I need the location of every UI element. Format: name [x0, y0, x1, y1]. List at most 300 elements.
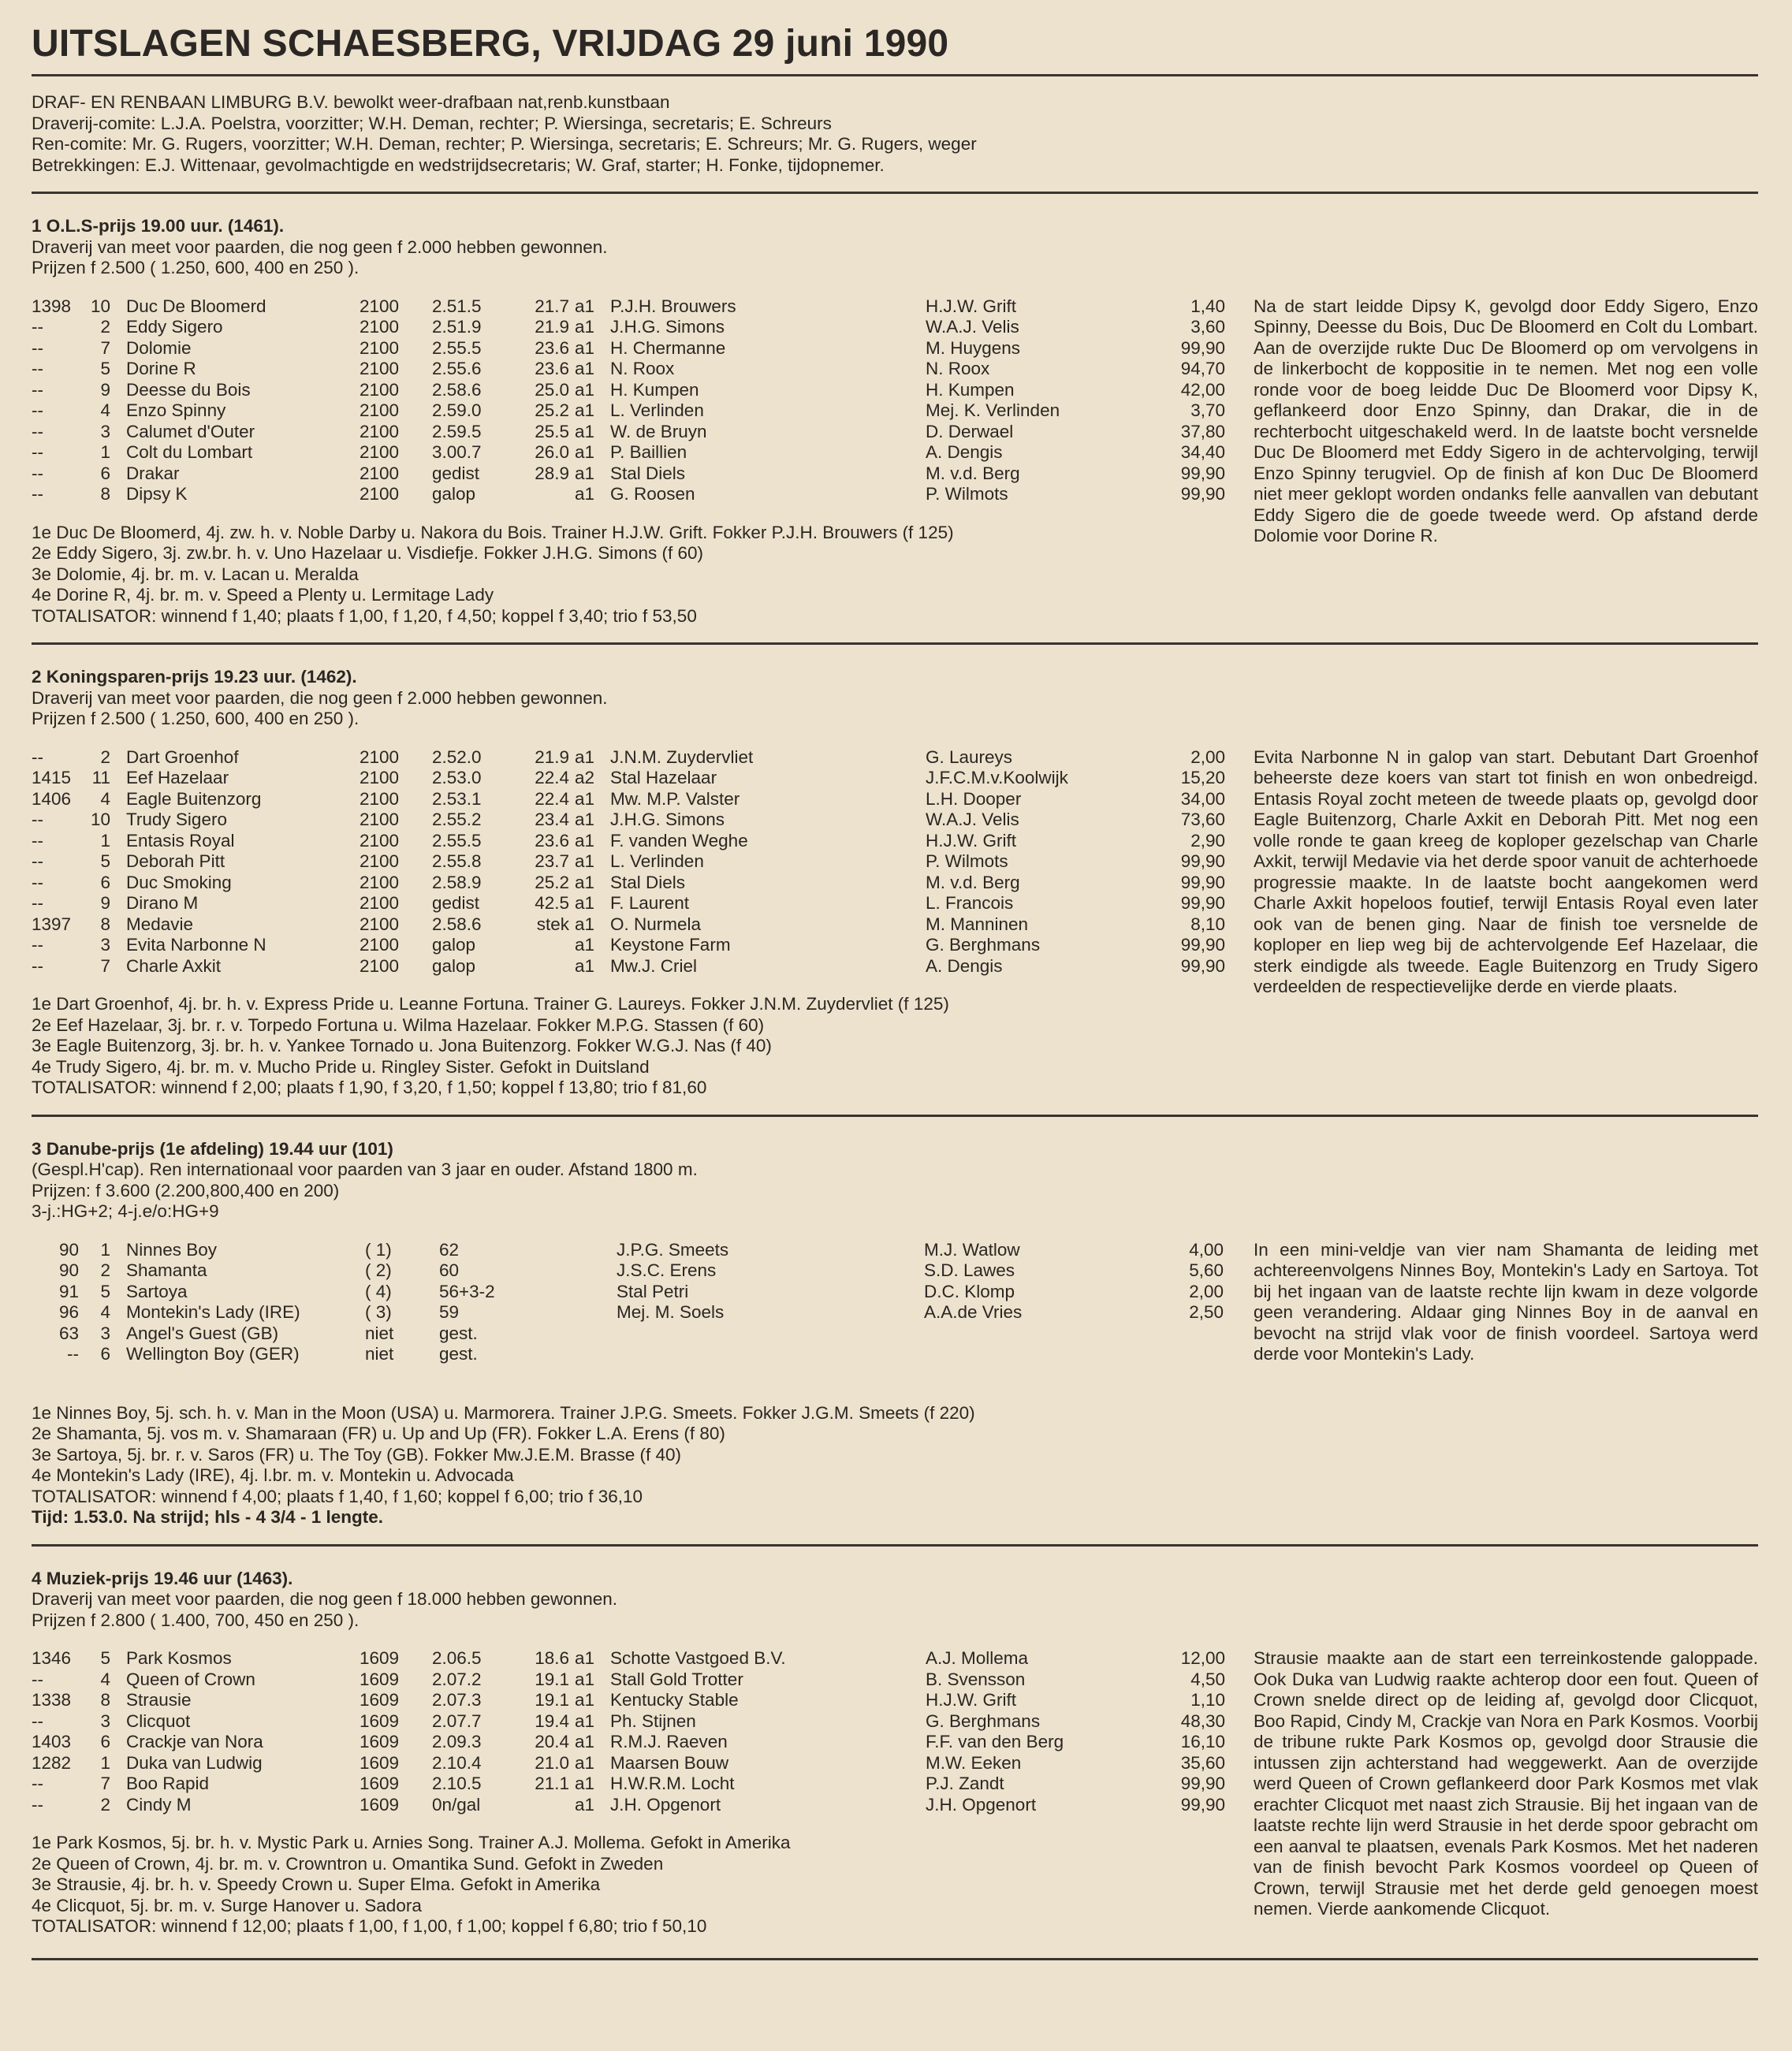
placing-line: 2e Shamanta, 5j. vos m. v. Shamaraan (FR) u. Up and Up (FR). Fokker L.A. Erens (f 80) [32, 1424, 725, 1443]
result-row [32, 359, 1225, 380]
race-section-1 [32, 216, 1758, 627]
owner: Stal Hazelaar [610, 768, 717, 787]
race-time: 2.06.5 [432, 1648, 482, 1668]
odds: 12,00 [1180, 1648, 1225, 1668]
race-time: gedist [432, 893, 480, 913]
km-time: 25.2 [535, 872, 569, 892]
start-number: 3 [100, 1323, 110, 1343]
owner: Ph. Stijnen [610, 1710, 696, 1731]
placing-line: 1e Park Kosmos, 5j. br. h. v. Mystic Park u. Arnies Song. Trainer A.J. Mollema. Gefokt in Amerika [32, 1833, 791, 1852]
distance: 1609 [360, 1732, 400, 1751]
result-row [32, 1795, 1225, 1816]
km-time: 23.4 [535, 810, 569, 829]
class: a1 [575, 1710, 595, 1731]
owner: Mej. M. Soels [617, 1302, 725, 1322]
race-section-4 [32, 1569, 1758, 1937]
odds: 99,90 [1180, 1794, 1225, 1815]
driver: G. Berghmans [926, 1710, 1041, 1731]
prev-number: -- [32, 317, 43, 337]
km-time: 21.0 [535, 1752, 569, 1773]
owner: P.J.H. Brouwers [610, 296, 736, 316]
race-title: 1 O.L.S-prijs 19.00 uur. (1461). [32, 216, 285, 236]
jockey: S.D. Lawes [924, 1260, 1015, 1280]
results-table [32, 1648, 1225, 1815]
race-time: 2.51.9 [432, 317, 482, 337]
distance: 1609 [360, 1752, 400, 1773]
result-row [32, 1711, 1225, 1733]
result-row [32, 1732, 1225, 1753]
horse-name: Crackje van Nora [126, 1732, 263, 1751]
class: a1 [575, 359, 595, 378]
owner [617, 1323, 924, 1345]
class: a1 [575, 1774, 595, 1793]
driver: P. Wilmots [926, 484, 1008, 504]
prev-number: 1346 [32, 1648, 72, 1668]
start-number: 2 [100, 746, 110, 767]
owner: H. Kumpen [610, 379, 699, 400]
driver: H.J.W. Grift [926, 1690, 1016, 1710]
odds: 2,00 [1190, 746, 1225, 767]
km-time: 23.6 [535, 337, 569, 358]
race-prizes: Prijzen f 2.500 ( 1.250, 600, 400 en 250 ). [32, 258, 360, 277]
start-number: 1 [100, 1752, 110, 1773]
class: a1 [575, 421, 595, 441]
result-row [32, 422, 1225, 443]
km-time: 23.6 [535, 359, 569, 378]
race-time: galop [432, 935, 476, 955]
race-details [32, 523, 1214, 627]
horse-name: Trudy Sigero [126, 810, 227, 829]
prev-number: -- [32, 810, 43, 829]
start-number: 5 [100, 1648, 110, 1668]
class: a1 [575, 788, 595, 809]
race-report: Evita Narbonne N in galop van start. Debutant Dart Groenhof beheerste deze koers van start tot finish en won onbedreigd. Entasis Royal zocht meteen de tweede plaats op, gevolgd door Eagle Buitenzorg, Charle Axkit en Deborah Pitt. Met nog een volle ronde te gaan kreeg de koploper gezelschap van Charle Axkit, terwijl Medavie via het derde spoor vanuit de achterhoede progressie maakte. In de laatste bocht aangekomen werd Charle Axkit hopeloos foutief, terwijl Entasis Royal even later ook van de benen ging. Naar de finish toe versnelde de koploper en liep weg bij de achtervolgende Eef Hazelaar, die sterk eindigde als tweede. Eagle Buitenzorg en Trudy Sigero verdeelden de respectievelijke derde en vierde plaats. [1254, 746, 1758, 996]
odds: 15,20 [1180, 768, 1225, 787]
distance: 1609 [360, 1710, 400, 1731]
start-number: 3 [100, 935, 110, 955]
distance: 2100 [360, 810, 400, 829]
placing-line: 1e Dart Groenhof, 4j. br. h. v. Express Pride u. Leanne Fortuna. Trainer G. Laureys. Fokker J.N.M. Zuydervliet (f 125) [32, 994, 949, 1014]
results-table [32, 1240, 1224, 1365]
owner: N. Roox [610, 359, 675, 378]
odds: 99,90 [1180, 337, 1225, 358]
odds: 1,40 [1190, 296, 1225, 316]
owner: G. Roosen [610, 484, 695, 504]
horse-name: Dorine R [126, 359, 196, 378]
distance: 2100 [360, 400, 400, 420]
race-time: 0n/gal [432, 1794, 481, 1815]
result-row [32, 893, 1225, 914]
horse-name: Ninnes Boy [126, 1239, 218, 1260]
driver: G. Laureys [926, 746, 1013, 767]
start-number: 4 [100, 1302, 110, 1322]
divider [32, 1958, 1758, 1960]
driver: W.A.J. Velis [926, 810, 1019, 829]
prev-number: -- [32, 955, 43, 976]
owner: L. Verlinden [610, 400, 704, 420]
odds: 99,90 [1180, 851, 1225, 871]
driver: Mej. K. Verlinden [926, 400, 1060, 420]
race-prizes: Prijzen: f 3.600 (2.200,800,400 en 200) [32, 1180, 340, 1200]
race-time: 3.00.7 [432, 442, 482, 462]
result-row [32, 484, 1225, 505]
horse-name: Dart Groenhof [126, 746, 239, 767]
start-number: 8 [100, 484, 110, 504]
start-number: 9 [100, 379, 110, 400]
owner: J.H. Opgenort [610, 1794, 721, 1815]
result-row [32, 851, 1225, 873]
driver: A.J. Mollema [926, 1648, 1029, 1668]
odds: 42,00 [1180, 379, 1225, 400]
prev-number: -- [32, 746, 43, 767]
horse-name: Boo Rapid [126, 1774, 210, 1793]
km-time [514, 956, 569, 977]
race-conditions: Draverij van meet voor paarden, die nog geen f 2.000 hebben gewonnen. [32, 236, 608, 257]
odds: 48,30 [1180, 1710, 1225, 1731]
horse-name: Medavie [126, 914, 194, 934]
class: a1 [575, 463, 595, 483]
result-row [32, 789, 1225, 810]
prev-number: -- [32, 1710, 43, 1731]
owner: Stal Diels [610, 463, 686, 483]
divider [32, 192, 1758, 194]
result-row [32, 1753, 1225, 1774]
km-time: 22.4 [535, 788, 569, 809]
totalisator-line: TOTALISATOR: winnend f 4,00; plaats f 1,40, f 1,60; koppel f 6,00; trio f 36,10 [32, 1486, 643, 1506]
distance: 2100 [360, 463, 400, 483]
race-time: 2.52.0 [432, 746, 482, 767]
class: a1 [575, 296, 595, 316]
race-time: 2.51.5 [432, 296, 482, 316]
class: a1 [575, 935, 595, 955]
km-time: 21.9 [535, 317, 569, 337]
start-number: 3 [100, 1710, 110, 1731]
odds: 99,90 [1180, 1774, 1225, 1793]
result-row [32, 747, 1225, 769]
horse-name: Duc Smoking [126, 872, 232, 892]
class: a1 [575, 379, 595, 400]
odds: 99,90 [1180, 955, 1225, 976]
km-time [514, 1795, 569, 1816]
race-time: 2.10.5 [432, 1774, 482, 1793]
prev-number: -- [32, 1794, 43, 1815]
start-number: 6 [100, 1344, 110, 1364]
km-time: 23.7 [535, 851, 569, 871]
results-table [32, 747, 1225, 977]
distance: 2100 [360, 421, 400, 441]
race-prizes: Prijzen f 2.800 ( 1.400, 700, 450 en 250 ). [32, 1610, 360, 1630]
prev-number: -- [32, 1669, 43, 1689]
prev-number: 1398 [32, 296, 72, 316]
driver: H. Kumpen [926, 379, 1015, 400]
prev-number: -- [32, 337, 43, 358]
odds: 34,00 [1180, 788, 1225, 809]
draw: ( 3) [365, 1302, 392, 1322]
distance: 2100 [360, 830, 400, 851]
horse-name: Wellington Boy (GER) [126, 1344, 300, 1364]
result-row [32, 1282, 1224, 1303]
class: a1 [575, 851, 595, 871]
driver: H.J.W. Grift [926, 830, 1016, 851]
km-time: 28.9 [535, 463, 569, 483]
race-conditions: Draverij van meet voor paarden, die nog geen f 18.000 hebben gewonnen. [32, 1589, 618, 1609]
distance: 1609 [360, 1774, 400, 1793]
start-number: 2 [100, 1260, 110, 1280]
class: a1 [575, 1669, 595, 1689]
driver: F.F. van den Berg [926, 1732, 1064, 1751]
distance: 1609 [360, 1690, 400, 1710]
prev-number: -- [32, 442, 43, 462]
odds: 2,50 [1189, 1302, 1224, 1322]
prev-number: -- [32, 379, 43, 400]
start-number: 4 [100, 400, 110, 420]
horse-name: Colt du Lombart [126, 442, 253, 462]
prev-number: -- [32, 893, 43, 913]
horse-name: Enzo Spinny [126, 400, 226, 420]
class: a1 [575, 317, 595, 337]
km-time: 19.4 [535, 1710, 569, 1731]
result-row [32, 338, 1225, 359]
result-row [32, 1690, 1225, 1711]
horse-name: Angel's Guest (GB) [126, 1323, 279, 1343]
odds: 94,70 [1180, 359, 1225, 378]
driver: M. v.d. Berg [926, 872, 1020, 892]
totalisator-line: TOTALISATOR: winnend f 1,40; plaats f 1,00, f 1,20, f 4,50; koppel f 3,40; trio f 53,50 [32, 605, 697, 626]
owner: Maarsen Bouw [610, 1752, 729, 1773]
race-time: 2.59.5 [432, 421, 482, 441]
result-row [32, 400, 1225, 422]
driver: L. Francois [926, 893, 1014, 913]
result-row [32, 1344, 1224, 1365]
class: a1 [575, 442, 595, 462]
horse-name: Montekin's Lady (IRE) [126, 1302, 300, 1322]
start-number: 11 [91, 768, 110, 787]
header-line: Betrekkingen: E.J. Wittenaar, gevolmachtigde en wedstrijdsecretaris; W. Graf, starter; H. Fonke, tijdopnemer. [32, 154, 885, 175]
race-conditions: Draverij van meet voor paarden, die nog geen f 2.000 hebben gewonnen. [32, 687, 608, 708]
start-number: 10 [90, 296, 110, 316]
rating: 90 [58, 1239, 79, 1260]
horse-name: Cindy M [126, 1794, 192, 1815]
km-time [514, 935, 569, 956]
class: a1 [575, 914, 595, 934]
prev-number: 1397 [32, 914, 72, 934]
class: a1 [575, 1648, 595, 1668]
result-row [32, 1240, 1224, 1261]
weight: 60 [439, 1260, 460, 1280]
class: a1 [575, 1732, 595, 1751]
weight: 59 [439, 1302, 460, 1322]
horse-name: Queen of Crown [126, 1669, 255, 1689]
owner: J.H.G. Simons [610, 810, 725, 829]
placing-line: 3e Dolomie, 4j. br. m. v. Lacan u. Meralda [32, 564, 359, 584]
start-number: 5 [100, 1281, 110, 1301]
horse-name: Strausie [126, 1690, 192, 1710]
race-time: 2.55.2 [432, 810, 482, 829]
distance: 2100 [360, 484, 400, 504]
class: a1 [575, 810, 595, 829]
start-number: 6 [100, 1732, 110, 1751]
start-number: 7 [100, 955, 110, 976]
race-title: 4 Muziek-prijs 19.46 uur (1463). [32, 1568, 293, 1588]
odds: 4,00 [1189, 1239, 1224, 1260]
class: a1 [575, 1794, 595, 1815]
odds: 3,70 [1190, 400, 1225, 420]
distance: 2100 [360, 851, 400, 871]
prev-number: -- [32, 400, 43, 420]
rating: 90 [58, 1260, 79, 1280]
race-time: 2.58.9 [432, 872, 482, 892]
odds: 2,90 [1190, 830, 1225, 851]
placing-line: 2e Queen of Crown, 4j. br. m. v. Crowntron u. Omantika Sund. Gefokt in Zweden [32, 1853, 664, 1874]
owner: J.N.M. Zuydervliet [610, 746, 754, 767]
placing-line: 3e Strausie, 4j. br. h. v. Speedy Crown u. Super Elma. Gefokt in Amerika [32, 1874, 601, 1894]
horse-name: Calumet d'Outer [126, 421, 255, 441]
distance: 2100 [360, 893, 400, 913]
odds: 3,60 [1190, 317, 1225, 337]
race-details [32, 994, 1214, 1099]
odds [1145, 1344, 1224, 1365]
odds: 5,60 [1189, 1260, 1224, 1280]
start-number: 5 [100, 359, 110, 378]
km-time: 23.6 [535, 830, 569, 851]
start-number: 2 [100, 317, 110, 337]
driver: N. Roox [926, 359, 990, 378]
odds: 34,40 [1180, 442, 1225, 462]
odds: 99,90 [1180, 893, 1225, 913]
result-row [32, 442, 1225, 463]
draw: ( 4) [365, 1281, 392, 1301]
race-time: 2.09.3 [432, 1732, 482, 1751]
race-time: 2.10.4 [432, 1752, 482, 1773]
distance: 2100 [360, 337, 400, 358]
prev-number: -- [32, 1774, 43, 1793]
race-report: In een mini-veldje van vier nam Shamanta de leiding met achtereenvolgens Ninnes Boy, Montekin's Lady en Sartoya. Tot bij het ingaan van de laatste rechte lijn kwam in deze volgorde geen verandering. Aldaar ging Ninnes Boy in de aanval en bevocht na strijd vlak voor de finish voordeel. Sartoya werd derde voor Montekin's Lady. [1254, 1239, 1758, 1364]
owner [617, 1344, 924, 1365]
page-title: UITSLAGEN SCHAESBERG, VRIJDAG 29 juni 1990 [32, 23, 949, 65]
race-details [32, 1833, 1214, 1937]
result-row [32, 831, 1225, 852]
class: a1 [575, 893, 595, 913]
start-number: 6 [100, 463, 110, 483]
totalisator-line: TOTALISATOR: winnend f 12,00; plaats f 1,00, f 1,00, f 1,00; koppel f 6,80; trio f 50,10 [32, 1916, 707, 1936]
race-time: 2.55.5 [432, 830, 482, 851]
results-table [32, 296, 1225, 505]
class: a1 [575, 1690, 595, 1710]
start-number: 7 [100, 337, 110, 358]
time-line: Tijd: 1.53.0. Na strijd; hls - 4 3/4 - 1 lengte. [32, 1507, 383, 1527]
prev-number: 1415 [32, 768, 72, 787]
result-row [32, 1648, 1225, 1669]
start-number: 8 [100, 1690, 110, 1710]
rating: 63 [58, 1323, 79, 1343]
distance: 2100 [360, 768, 400, 787]
class: a1 [575, 337, 595, 358]
race-time: galop [432, 955, 476, 976]
start-number: 9 [100, 893, 110, 913]
prev-number: -- [32, 830, 43, 851]
placing-line: 3e Eagle Buitenzorg, 3j. br. h. v. Yankee Tornado u. Jona Buitenzorg. Fokker W.G.J. Nas (f 40) [32, 1036, 772, 1055]
driver: L.H. Dooper [926, 788, 1022, 809]
race-conditions: (Gespl.H'cap). Ren internationaal voor paarden van 3 jaar en ouder. Afstand 1800 m. [32, 1160, 698, 1179]
race-report: Strausie maakte aan de start een terreinkostende galoppade. Ook Duka van Ludwig raakte achterop door een fout. Queen of Crown snelde direct op de leiding af, gevolgd door Clicquot, Boo Rapid, Cindy M, Crackje van Nora en Park Kosmos. Voorbij de tribune rukte Park Kosmos op, gevolgd door Strausie die intussen zijn achterstand had weggewerkt. Aan de overzijde werd Queen of Crown geflankeerd door Park Kosmos met vlak erachter Clicquot met naast zich Strausie. Bij het ingaan van de laatste rechte lijn werd Strausie in het derde spoor gebracht om een aanval te plaatsen, evenals Park Kosmos. Met het naderen van de finish bevocht Park Kosmos voordeel op Queen of Crown, terwijl Strausie met het derde geld genoegen moest nemen. Vierde aankomende Clicquot. [1254, 1648, 1758, 1919]
header-line: DRAF- EN RENBAAN LIMBURG B.V. bewolkt weer-drafbaan nat,renb.kunstbaan [32, 92, 670, 112]
distance: 2100 [360, 935, 400, 955]
prev-number: -- [32, 463, 43, 483]
result-row [32, 956, 1225, 977]
distance: 2100 [360, 872, 400, 892]
result-row [32, 1260, 1224, 1282]
race-handicap: 3-j.:HG+2; 4-j.e/o:HG+9 [32, 1201, 219, 1221]
header-line: Ren-comite: Mr. G. Rugers, voorzitter; W.H. Deman, rechter; P. Wiersinga, secretaris; E. Schreurs; Mr. G. Rugers, weger [32, 134, 977, 154]
weight: 56+3-2 [439, 1281, 495, 1301]
race-time: 2.07.3 [432, 1690, 482, 1710]
prev-number: 1403 [32, 1732, 72, 1751]
horse-name: Dipsy K [126, 484, 188, 504]
km-time: 22.4 [535, 768, 569, 787]
placing-line: 4e Dorine R, 4j. br. m. v. Speed a Plenty u. Lermitage Lady [32, 585, 494, 605]
meeting-header [32, 92, 1758, 176]
placing-line: 4e Montekin's Lady (IRE), 4j. l.br. m. v. Montekin u. Advocada [32, 1465, 514, 1485]
owner: Kentucky Stable [610, 1690, 739, 1710]
prev-number: 1406 [32, 788, 72, 809]
prev-number: -- [32, 421, 43, 441]
owner: Stall Gold Trotter [610, 1669, 743, 1689]
odds: 99,90 [1180, 484, 1225, 504]
owner: Stal Petri [617, 1281, 689, 1301]
prev-number: 1338 [32, 1690, 72, 1710]
driver: H.J.W. Grift [926, 296, 1016, 316]
result-row [32, 317, 1225, 338]
draw: niet [365, 1344, 394, 1364]
race-time: 2.58.6 [432, 914, 482, 934]
horse-name: Entasis Royal [126, 830, 235, 851]
distance: 1609 [360, 1648, 400, 1668]
owner: Mw.J. Criel [610, 955, 698, 976]
class: a2 [575, 768, 595, 787]
driver: A. Dengis [926, 442, 1003, 462]
horse-name: Charle Axkit [126, 955, 222, 976]
start-number: 8 [100, 914, 110, 934]
start-number: 6 [100, 872, 110, 892]
km-time: 21.7 [535, 296, 569, 316]
start-number: 1 [100, 830, 110, 851]
driver: P.J. Zandt [926, 1774, 1004, 1793]
totalisator-line: TOTALISATOR: winnend f 2,00; plaats f 1,90, f 3,20, f 1,50; koppel f 13,80; trio f 81,60 [32, 1078, 707, 1097]
class: a1 [575, 955, 595, 976]
driver: G. Berghmans [926, 935, 1041, 955]
race-details [32, 1403, 1214, 1528]
header-line: Draverij-comite: L.J.A. Poelstra, voorzitter; W.H. Deman, rechter; P. Wiersinga, secretaris; E. Schreurs [32, 113, 832, 133]
horse-name: Eddy Sigero [126, 317, 223, 337]
horse-name: Park Kosmos [126, 1648, 232, 1668]
start-number: 4 [100, 1669, 110, 1689]
class: a1 [575, 484, 595, 504]
owner: Mw. M.P. Valster [610, 788, 740, 809]
distance: 1609 [360, 1794, 400, 1815]
horse-name: Sartoya [126, 1281, 188, 1301]
result-row [32, 810, 1225, 831]
result-row [32, 296, 1225, 318]
jockey: M.J. Watlow [924, 1239, 1020, 1260]
odds: 99,90 [1180, 463, 1225, 483]
driver: M. Manninen [926, 914, 1029, 934]
horse-name: Dirano M [126, 893, 199, 913]
owner: L. Verlinden [610, 851, 704, 871]
race-time: 2.55.5 [432, 337, 482, 358]
race-prizes: Prijzen f 2.500 ( 1.250, 600, 400 en 250 ). [32, 709, 360, 728]
odds: 16,10 [1180, 1732, 1225, 1751]
km-time [514, 484, 569, 505]
